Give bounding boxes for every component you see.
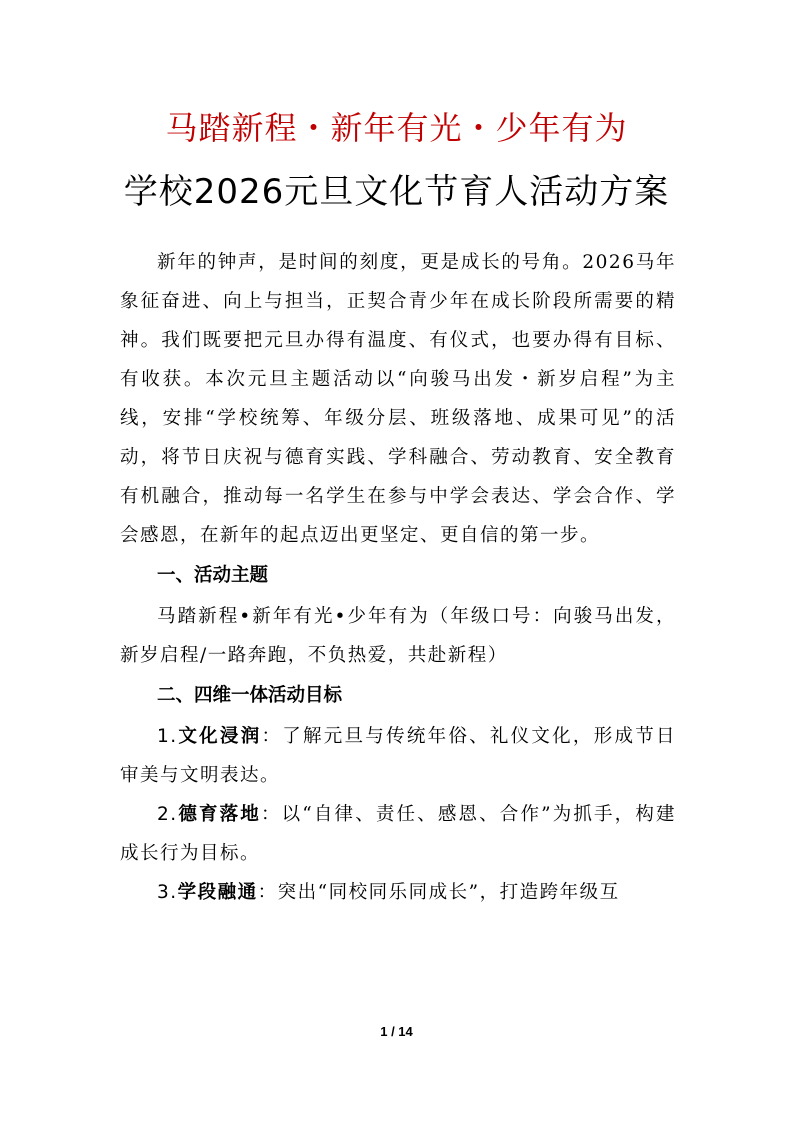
goal-item-3: [120, 873, 676, 912]
goal-item-number: 1.: [157, 726, 178, 747]
goal-item-text: ：突出“同校同乐同成长”，打造跨年级互: [257, 882, 620, 903]
theme-paragraph: 马踏新程•新年有光•少年有为（年级口号：向骏马出发，新岁启程/一路奔跑，不负热爱，共赴新程）: [120, 606, 676, 666]
goal-item-label: 文化浸润: [177, 726, 262, 747]
goal-item-label: 学段融通: [177, 882, 258, 903]
page-number: 1 / 14: [380, 1024, 413, 1039]
goal-item-label: 德育落地: [177, 804, 261, 825]
goal-item-number: 3.: [157, 882, 178, 903]
document-title-theme: 马踏新程・新年有光・少年有为: [165, 109, 628, 147]
document-title-main: 学校2026元旦文化节育人活动方案: [123, 172, 670, 212]
goal-item-2: [120, 795, 676, 873]
section-heading-theme: 一、活动主题: [157, 565, 269, 586]
goal-item-text: ：以“自律、责任、感恩、合作”为抓手，构建成长行为目标。: [120, 804, 676, 864]
section-heading-goals: 二、四维一体活动目标: [157, 685, 343, 706]
goal-item-1: [120, 717, 676, 795]
goal-item-text: ：了解元旦与传统年俗、礼仪文化，形成节日审美与文明表达。: [120, 726, 676, 786]
document-body: [120, 243, 676, 912]
goal-item-number: 2.: [157, 804, 178, 825]
intro-paragraph: 新年的钟声，是时间的刻度，更是成长的号角。2026马年象征奋进、向上与担当，正契合青少年在成长阶段所需要的精神。我们既要把元旦办得有温度、有仪式，也要办得有目标、有收获。本次元旦主题活动以“向骏马出发・新岁启程”为主线，安排“学校统筹、年级分层、班级落地、成果可见”的活动，将节日庆祝与德育实践、学科融合、劳动教育、安全教育有机融合，推动每一名学生在参与中学会表达、学会合作、学会感恩，在新年的起点迈出更坚定、更自信的第一步。: [120, 252, 676, 546]
